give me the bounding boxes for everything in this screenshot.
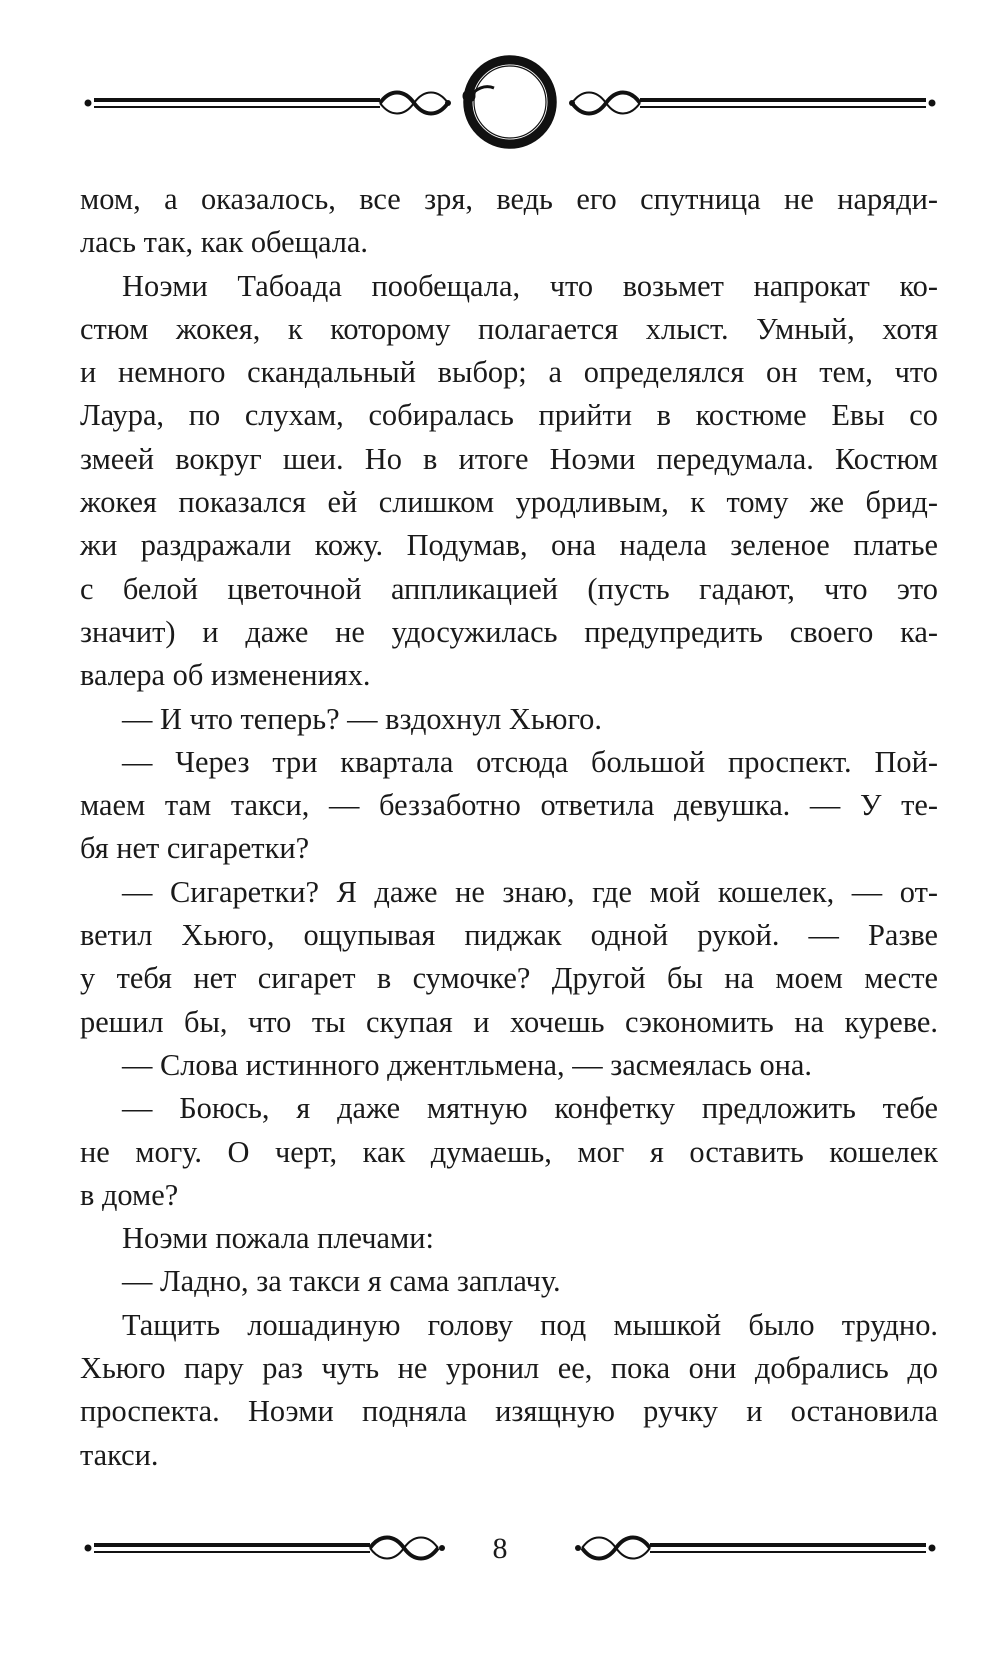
text-line: решил бы, что ты скупая и хочешь сэкономить на куреве. [80,1004,938,1039]
body-text [80,178,938,1477]
text-line: бя нет сигаретки? [80,831,310,866]
text-line: — Через три квартала отсюда большой проспект. Пой- [122,744,938,779]
text-line: значит) и даже не удосужилась предупредить своего ка- [80,614,938,649]
text-line: — Слова истинного джентльмена, — засмеялась она. [122,1047,813,1082]
header-ornament [80,48,940,168]
text-line: Хьюго пару раз чуть не уронил ее, пока они добрались до [80,1351,938,1386]
text-line: в доме? [80,1177,179,1212]
text-line: Ноэми Табоада пообещала, что возьмет напрокат ко- [122,268,938,303]
text-line: у тебя нет сигарет в сумочке? Другой бы на моем месте [80,961,938,996]
text-line: проспекта. Ноэми подняла изящную ручку и остановила [80,1394,938,1429]
footer-right-flourish [575,1538,936,1559]
text-line: такси. [80,1437,159,1472]
text-line: — Боюсь, я даже мятную конфетку предложить тебе [122,1091,938,1126]
text-line: стюм жокея, к которому полагается хлыст. Умный, хотя [80,311,938,346]
header-left-flourish [85,93,452,114]
text-line: змеей вокруг шеи. Но в итоге Ноэми передумала. Костюм [80,441,938,476]
text-line: и немного скандальный выбор; а определялся он тем, что [80,355,938,390]
text-line: — Сигаретки? Я даже не знаю, где мой кошелек, — от- [122,874,938,909]
text-line: с белой цветочной аппликацией (пусть гадают, что это [80,571,938,606]
text-line: — И что теперь? — вздохнул Хьюго. [122,701,602,736]
page-number: 8 [492,1532,508,1565]
footer-left-flourish [85,1538,446,1559]
text-line: Ноэми пожала плечами: [122,1221,434,1256]
header-right-flourish [569,93,936,114]
text-line: жи раздражали кожу. Подумав, она надела зеленое платье [80,528,938,563]
text-line: — Ладно, за такси я сама заплачу. [122,1264,561,1299]
text-line: Лаура, по слухам, собиралась прийти в костюме Евы со [80,398,938,433]
text-line: лась так, как обещала. [80,225,369,260]
text-line: ветил Хьюго, ощупывая пиджак одной рукой. — Разве [80,918,938,953]
header-ouroboros-icon [463,56,556,148]
text-line: Тащить лошадиную голову под мышкой было трудно. [122,1307,938,1342]
text-line: не могу. О черт, как думаешь, мог я оставить кошелек [80,1134,938,1169]
text-line: маем там такси, — беззаботно ответила девушка. — У те- [80,788,938,823]
text-line: жокея показался ей слишком уродливым, к тому же брид- [80,485,938,520]
text-line: мом, а оказалось, все зря, ведь его спутница не наряди- [80,182,938,216]
text-line: валера об изменениях. [80,658,371,693]
